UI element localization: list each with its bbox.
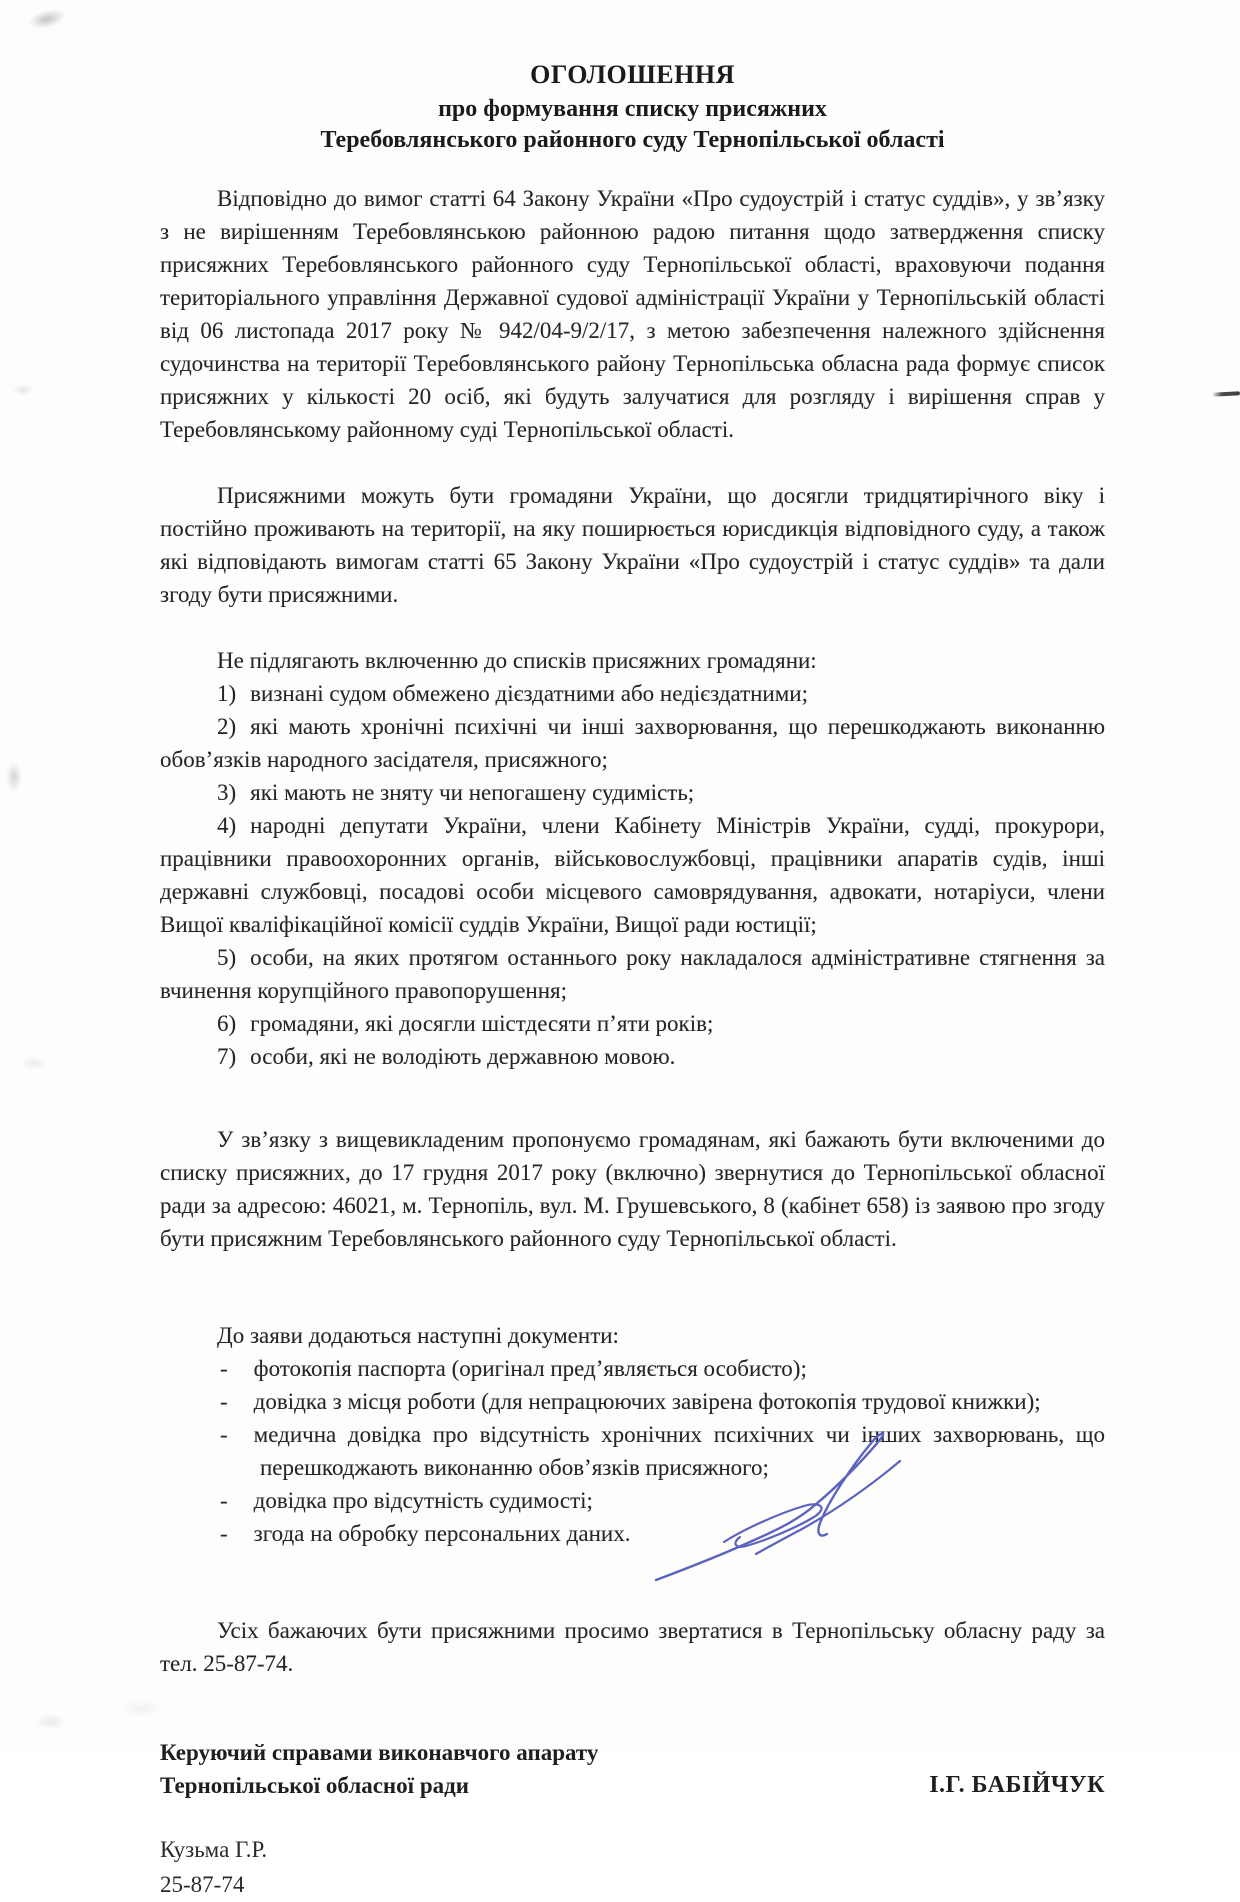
exclusion-item-5-number: 5) [217,945,237,970]
document-title-block [160,0,1105,156]
exclusion-item-4-text: народні депутати України, члени Кабінету Міністрів України, судді, прокурори, працівники правоохоронних органів, військовослужбовці, працівники апаратів судів, інші державні службовці, посадові особи місцевого самоврядування, адвокати, нотаріуси, члени Вищої кваліфікаційної комісії суддів України, Вищої ради юстиції; [160,813,1105,937]
exclusion-item-3 [160,776,1105,809]
document-item-1-text: фотокопія паспорта (оригінал пред’являється особисто); [253,1356,807,1381]
dash-marker: - [220,1521,228,1546]
document-item-4 [160,1484,1105,1517]
scan-smudge-top-left [26,6,67,33]
document-item-2-text: довідка з місця роботи (для непрацюючих завірена фотокопія трудової книжки); [253,1389,1041,1414]
exclusion-item-1-number: 1) [217,681,237,706]
exclusion-item-5-text: особи, на яких протягом останнього року накладалося адміністративне стягнення за вчинення корупційного правопорушення; [160,945,1105,1003]
signatory-position-line2: Тернопільської обласної ради [160,1773,469,1798]
exclusion-item-1-text: визнані судом обмежено дієздатними або недієздатними; [250,681,808,706]
document-subtitle-line2: Теребовлянського районного суду Тернопільської області [320,127,945,153]
pen-dash-right-margin [1212,391,1240,396]
paragraph-closing: Усіх бажаючих бути присяжними просимо звертатися в Тернопільську обласну раду за тел. 25-87-74. [160,1618,1105,1676]
exclusion-item-7 [160,1040,1105,1073]
document-item-2 [160,1385,1105,1418]
paragraph-legal-basis: Відповідно до вимог статті 64 Закону України «Про судоустрій і статус суддів», у зв’язку з не вирішенням Теребовлянською районною радою питання щодо затвердження списку присяжних Теребовлянського районного суду Тернопільської області, враховуючи подання територіального управління Державної судової адміністрації України у Тернопільській області від 06 листопада 2017 року № 942/04-9/2/17, з метою забезпечення належного здійснення судочинства на території Теребовлянського району Тернопільська обласна рада формує список присяжних у кількості 20 осіб, які будуть залучатися для розгляду і вирішення справ у Теребовлянському районному суді Тернопільської області. [160,186,1105,442]
scan-smudge-left-3 [20,1056,48,1070]
paragraph-documents-intro: До заяви додаються наступні документи: [217,1323,619,1348]
signatory-position-line1: Керуючий справами виконавчого апарату [160,1740,599,1765]
exclusion-item-3-text: які мають не зняту чи непогашену судимість; [250,780,695,805]
document-subtitle-line1: про формування списку присяжних [438,96,827,122]
signatory-name: І.Г. БАБІЙЧУК [929,1772,1105,1798]
dash-marker: - [220,1389,228,1414]
exclusion-item-3-number: 3) [217,780,237,805]
signatory-position [160,1736,598,1802]
dash-marker: - [220,1422,228,1447]
paragraph-exclusion-intro: Не підлягають включенню до списків присяжних громадяни: [217,648,817,673]
exclusion-item-6-text: громадяни, які досягли шістдесяти п’яти років; [250,1011,714,1036]
paragraph-application: У зв’язку з вищевикладеним пропонуємо громадянам, які бажають бути включеними до списку присяжних, до 17 грудня 2017 року (включно) звернутися до Тернопільської обласної ради за адресою: 46021, м. Тернопіль, вул. М. Грушевського, 8 (кабінет 658) із заявою про згоду бути присяжним Теребовлянського районного суду Тернопільської області. [160,1127,1105,1251]
document-item-3 [160,1418,1105,1484]
exclusion-item-5 [160,941,1105,1007]
exclusion-item-6 [160,1007,1105,1040]
scan-smudge-bottom-2 [118,1700,164,1718]
dash-marker: - [220,1488,228,1513]
exclusion-item-6-number: 6) [217,1011,237,1036]
exclusion-item-7-number: 7) [217,1044,237,1069]
exclusion-item-2-number: 2) [217,714,237,739]
document-item-5-text: згода на обробку персональних даних. [253,1521,631,1546]
exclusion-item-2-text: які мають хронічні психічні чи інші захворювання, що перешкоджають виконанню обов’язків народного засідателя, присяжного; [160,714,1105,772]
scan-smudge-left-2 [6,762,22,792]
exclusion-item-1 [160,677,1105,710]
scan-smudge-bottom-1 [34,1714,68,1730]
document-item-4-text: довідка про відсутність судимості; [253,1488,593,1513]
document-title: ОГОЛОШЕННЯ [530,60,735,89]
document-item-3-text: медична довідка про відсутність хронічних психічних чи інших захворювань, що перешкоджають виконанню обов’язків присяжного; [253,1422,1105,1480]
exclusion-item-4-number: 4) [217,813,237,838]
contact-person-name: Кузьма Г.Р. [160,1837,268,1862]
exclusion-item-2 [160,710,1105,776]
document-content [160,0,1105,1902]
document-item-5 [160,1517,1105,1550]
signature-block [160,1736,1105,1802]
scan-smudge-left-1 [12,384,34,396]
contact-phone: 25-87-74 [160,1872,245,1897]
exclusion-item-4 [160,809,1105,941]
paragraph-eligibility: Присяжними можуть бути громадяни України, що досягли тридцятирічного віку і постійно проживають на території, на яку поширюється юрисдикція відповідного суду, а також які відповідають вимогам статті 65 Закону України «Про судоустрій і статус суддів» та дали згоду бути присяжними. [160,483,1105,607]
document-item-1 [160,1352,1105,1385]
exclusion-item-7-text: особи, які не володіють державною мовою. [250,1044,676,1069]
contact-block [160,1832,1105,1902]
dash-marker: - [220,1356,228,1381]
